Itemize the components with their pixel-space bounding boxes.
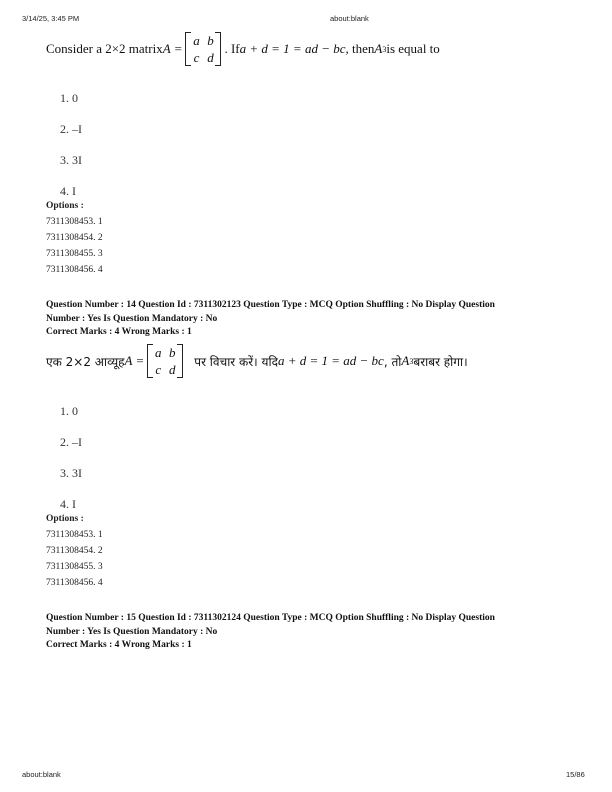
- q14-meta-line-2: Number : Yes Is Question Mandatory : No: [46, 313, 218, 324]
- q14-options-label: Options :: [46, 514, 84, 524]
- q13-option-id-1: 7311308453. 1: [46, 217, 103, 227]
- q15-meta-line-1: Question Number : 15 Question Id : 7311302124 Question Type : MCQ Option Shuffling : No Display Question: [46, 613, 495, 623]
- q13-text-end: is equal to: [386, 41, 440, 56]
- matrix-cell: d: [207, 49, 214, 65]
- q13-option-4: 4. I: [60, 184, 76, 198]
- q14-option-id-2: 7311308454. 2: [46, 546, 103, 556]
- q14-meta: [46, 299, 571, 340]
- q13-matrix: [185, 32, 221, 66]
- matrix-cell: b: [207, 32, 214, 48]
- q13-option-2: 2. –I: [60, 122, 82, 136]
- q13-matrix-label: A =: [162, 41, 183, 56]
- matrix-cell: a: [155, 344, 162, 360]
- q14-condition: a + d = 1 = ad − bc: [277, 353, 384, 368]
- q14-option-id-4: 7311308456. 4: [46, 578, 103, 588]
- matrix-cell: c: [155, 361, 162, 377]
- q13-text-post: , then: [345, 41, 375, 56]
- q13-target: A: [374, 41, 383, 56]
- q13-option-3: 3. 3I: [60, 153, 82, 167]
- q14-meta-line-1: Question Number : 14 Question Id : 7311302123 Question Type : MCQ Option Shuffling : No Display Question: [46, 300, 495, 310]
- matrix-cell: b: [169, 344, 176, 360]
- q13-condition: a + d = 1 = ad − bc: [239, 41, 346, 56]
- q14-option-3: 3. 3I: [60, 466, 82, 480]
- q13-text-mid: . If: [224, 41, 240, 56]
- print-title: about:blank: [330, 14, 369, 23]
- q14-hindi-mid: पर विचार करें। यदि: [194, 354, 278, 369]
- matrix-cell: a: [193, 32, 200, 48]
- q14-hindi-pre: एक 2×2 आव्यूह: [46, 354, 125, 369]
- q14-power: 3: [409, 356, 414, 366]
- q14-marks: Correct Marks : 4 Wrong Marks : 1: [46, 327, 192, 337]
- q13-option-id-4: 7311308456. 4: [46, 265, 103, 275]
- q13-text-pre: Consider a 2×2 matrix: [46, 41, 163, 56]
- q14-option-4: 4. I: [60, 497, 76, 511]
- q15-marks: Correct Marks : 4 Wrong Marks : 1: [46, 640, 192, 650]
- q14-option-id-3: 7311308455. 3: [46, 562, 103, 572]
- print-datetime: 3/14/25, 3:45 PM: [22, 14, 80, 23]
- question-14-statement: [46, 344, 468, 378]
- q13-options-label: Options :: [46, 201, 84, 211]
- footer-url: about:blank: [22, 770, 61, 779]
- matrix-cell: c: [193, 49, 200, 65]
- q15-meta: [46, 612, 571, 653]
- footer-page-number: 15/86: [566, 770, 585, 779]
- question-13-statement: [46, 32, 440, 66]
- q14-option-id-1: 7311308453. 1: [46, 530, 103, 540]
- matrix-cell: d: [169, 361, 176, 377]
- q13-power: 3: [382, 44, 387, 54]
- q14-matrix-label: A =: [124, 353, 145, 368]
- q14-matrix: [147, 344, 183, 378]
- q13-option-1: 1. 0: [60, 91, 78, 105]
- q14-hindi-end: बराबर होगा।: [413, 354, 468, 369]
- q14-hindi-post: , तो: [383, 354, 402, 369]
- q14-option-1: 1. 0: [60, 404, 78, 418]
- q14-target: A: [401, 353, 410, 368]
- q13-option-id-3: 7311308455. 3: [46, 249, 103, 259]
- q13-option-id-2: 7311308454. 2: [46, 233, 103, 243]
- q15-meta-line-2: Number : Yes Is Question Mandatory : No: [46, 626, 218, 637]
- q14-option-2: 2. –I: [60, 435, 82, 449]
